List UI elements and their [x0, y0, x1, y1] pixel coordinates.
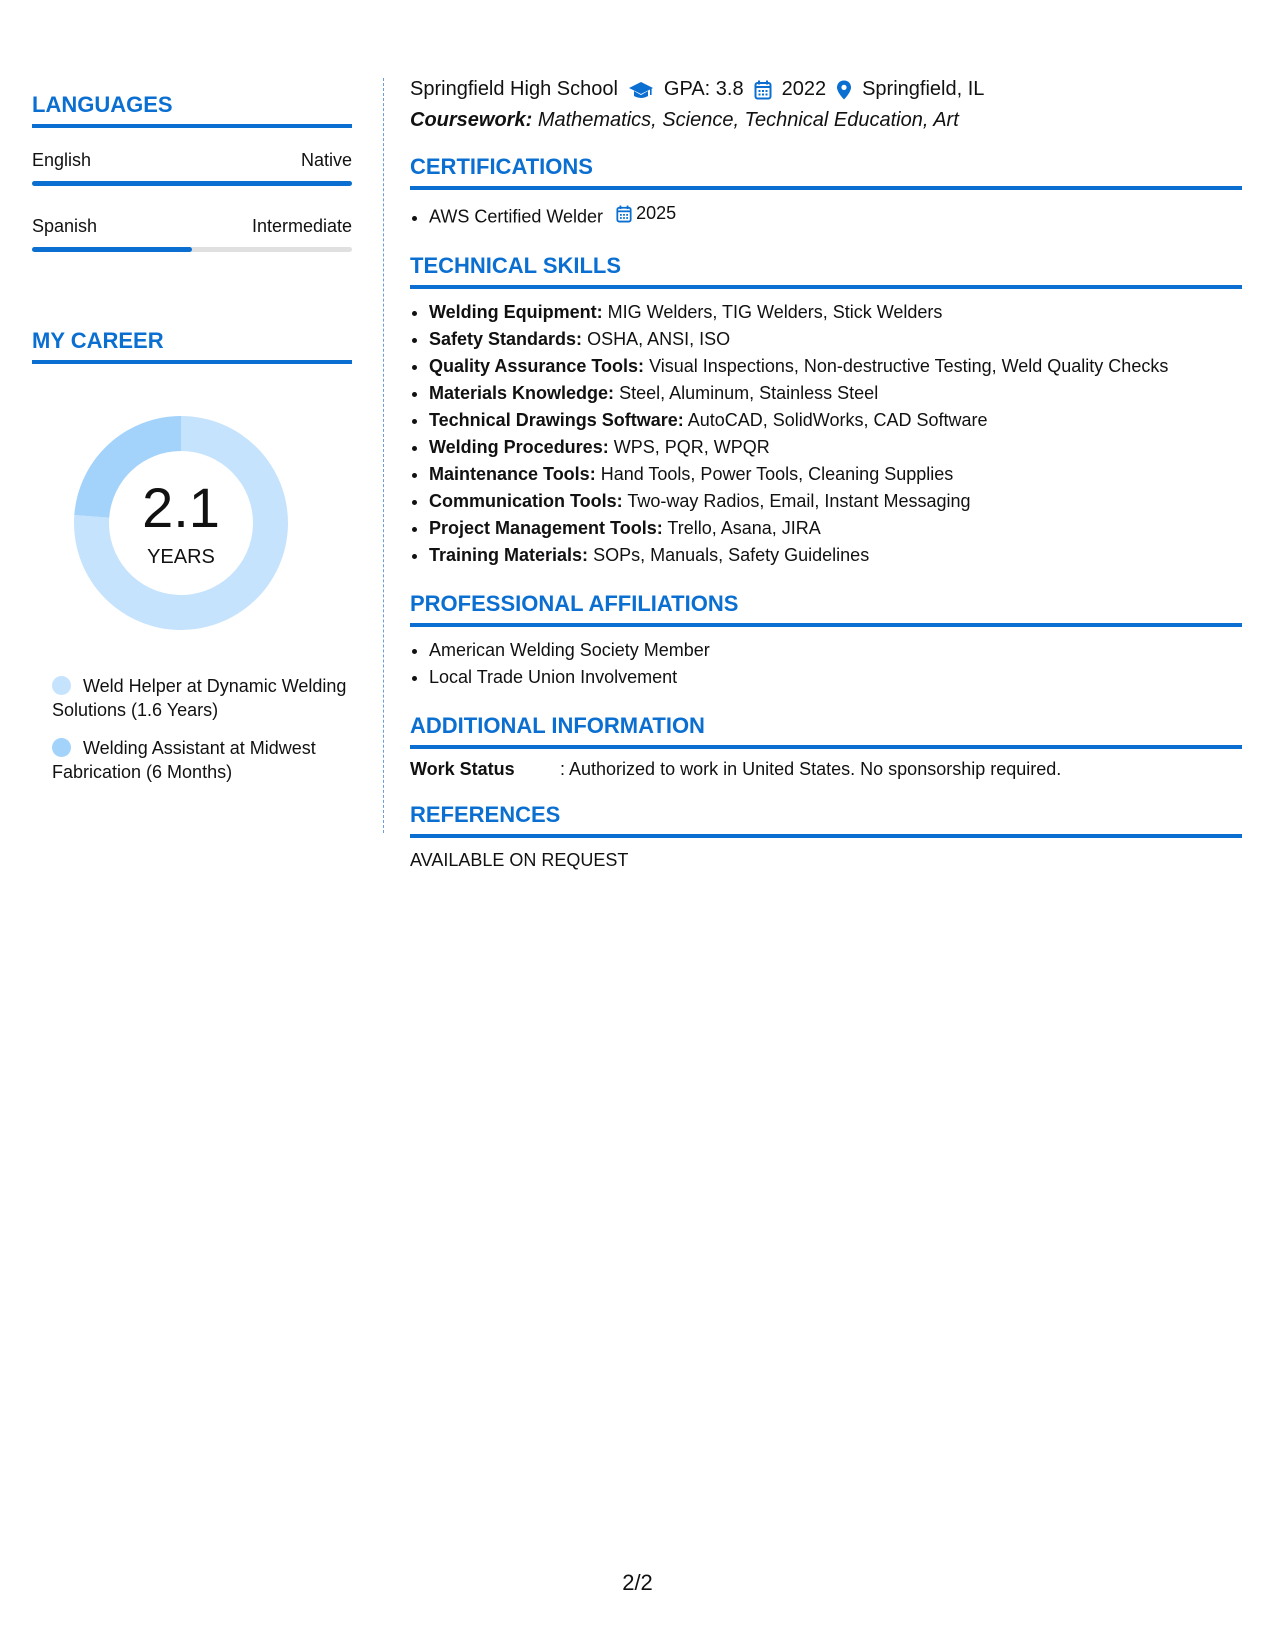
career-legend: [32, 674, 352, 784]
language-item: [32, 216, 352, 252]
additional-info-section: [410, 713, 1242, 780]
skill-value: OSHA, ANSI, ISO: [587, 328, 731, 349]
language-proficiency-bar: [32, 247, 352, 252]
left-column: [32, 92, 352, 784]
donut-center: [66, 408, 296, 638]
skill-value: Two-way Radios, Email, Instant Messaging: [627, 490, 971, 511]
certifications-title: CERTIFICATIONS: [410, 154, 1242, 190]
technical-skills-section: [410, 253, 1242, 569]
work-status-value: : Authorized to work in United States. No sponsorship required.: [560, 758, 1062, 779]
skill-value: SOPs, Manuals, Safety Guidelines: [593, 544, 870, 565]
work-status-label: Work Status: [410, 758, 515, 779]
calendar-icon: [754, 80, 772, 100]
legend-dot-icon: [52, 738, 71, 757]
school-location: Springfield, IL: [862, 78, 985, 100]
skill-label: Materials Knowledge:: [429, 382, 615, 403]
graduation-year: 2022: [781, 78, 827, 100]
calendar-icon: [616, 205, 632, 223]
skill-value: Steel, Aluminum, Stainless Steel: [619, 382, 879, 403]
skill-item: [429, 434, 1242, 461]
references-section: [410, 802, 1242, 871]
school-name: Springfield High School: [410, 78, 618, 100]
language-name: Spanish: [32, 216, 98, 236]
skill-item: [429, 488, 1242, 515]
skill-label: Project Management Tools:: [429, 517, 663, 538]
skill-item: [429, 353, 1242, 380]
certification-year: 2025: [636, 203, 677, 223]
language-proficiency-fill: [32, 181, 352, 186]
career-title: MY CAREER: [32, 328, 352, 364]
languages-title: LANGUAGES: [32, 92, 352, 128]
skill-label: Communication Tools:: [429, 490, 623, 511]
affiliations-title: PROFESSIONAL AFFILIATIONS: [410, 591, 1242, 627]
skill-label: Quality Assurance Tools:: [429, 355, 645, 376]
language-level: Intermediate: [251, 216, 352, 236]
legend-label: Weld Helper at Dynamic Welding Solutions (1.6 Years): [52, 676, 347, 720]
skill-label: Welding Equipment:: [429, 301, 603, 322]
language-name: English: [32, 150, 92, 170]
skill-value: Hand Tools, Power Tools, Cleaning Supplies: [600, 463, 954, 484]
skill-value: Trello, Asana, JIRA: [667, 517, 821, 538]
skill-item: [429, 461, 1242, 488]
legend-dot-icon: [52, 676, 71, 695]
skill-label: Safety Standards:: [429, 328, 583, 349]
graduation-cap-icon: [628, 80, 654, 100]
skill-item: [429, 326, 1242, 353]
certification-item: [429, 200, 1242, 231]
certifications-section: [410, 154, 1242, 231]
affiliations-section: [410, 591, 1242, 691]
references-text: AVAILABLE ON REQUEST: [410, 849, 629, 870]
language-level: Native: [300, 150, 352, 170]
legend-item: [32, 674, 352, 722]
coursework-value: Mathematics, Science, Technical Education, Art: [537, 109, 959, 131]
gpa: GPA: 3.8: [663, 78, 744, 100]
education-line: [410, 78, 1242, 101]
career-donut-chart: [66, 408, 296, 638]
skill-item: [429, 380, 1242, 407]
coursework: [410, 109, 1242, 132]
column-divider: [383, 78, 384, 833]
map-pin-icon: [836, 80, 852, 100]
skill-label: Technical Drawings Software:: [429, 409, 684, 430]
skill-item: [429, 299, 1242, 326]
skill-value: WPS, PQR, WPQR: [613, 436, 770, 457]
certification-name: AWS Certified Welder: [429, 206, 604, 227]
technical-skills-title: TECHNICAL SKILLS: [410, 253, 1242, 289]
legend-label: Welding Assistant at Midwest Fabrication (6 Months): [52, 738, 316, 782]
skill-label: Welding Procedures:: [429, 436, 609, 457]
affiliation-item: • Local Trade Union Involvement: [429, 664, 1242, 691]
references-title: REFERENCES: [410, 802, 1242, 838]
skill-value: AutoCAD, SolidWorks, CAD Software: [687, 409, 988, 430]
language-proficiency-fill: [32, 247, 192, 252]
skill-item: [429, 407, 1242, 434]
right-column: [410, 78, 1242, 871]
language-item: [32, 150, 352, 186]
career-total-value: 2.1: [142, 476, 220, 539]
coursework-label: Coursework:: [410, 109, 533, 131]
skill-label: Maintenance Tools:: [429, 463, 596, 484]
skill-label: Training Materials:: [429, 544, 589, 565]
career-total-unit: YEARS: [147, 546, 215, 568]
skill-value: MIG Welders, TIG Welders, Stick Welders: [607, 301, 943, 322]
page-number: 2/2: [622, 1570, 653, 1595]
skill-value: Visual Inspections, Non-destructive Testing, Weld Quality Checks: [649, 355, 1169, 376]
language-proficiency-bar: [32, 181, 352, 186]
affiliation-item: • American Welding Society Member: [429, 637, 1242, 664]
work-status-row: [410, 759, 1242, 780]
legend-item: [32, 736, 352, 784]
skill-item: [429, 542, 1242, 569]
skill-item: [429, 515, 1242, 542]
additional-info-title: ADDITIONAL INFORMATION: [410, 713, 1242, 749]
